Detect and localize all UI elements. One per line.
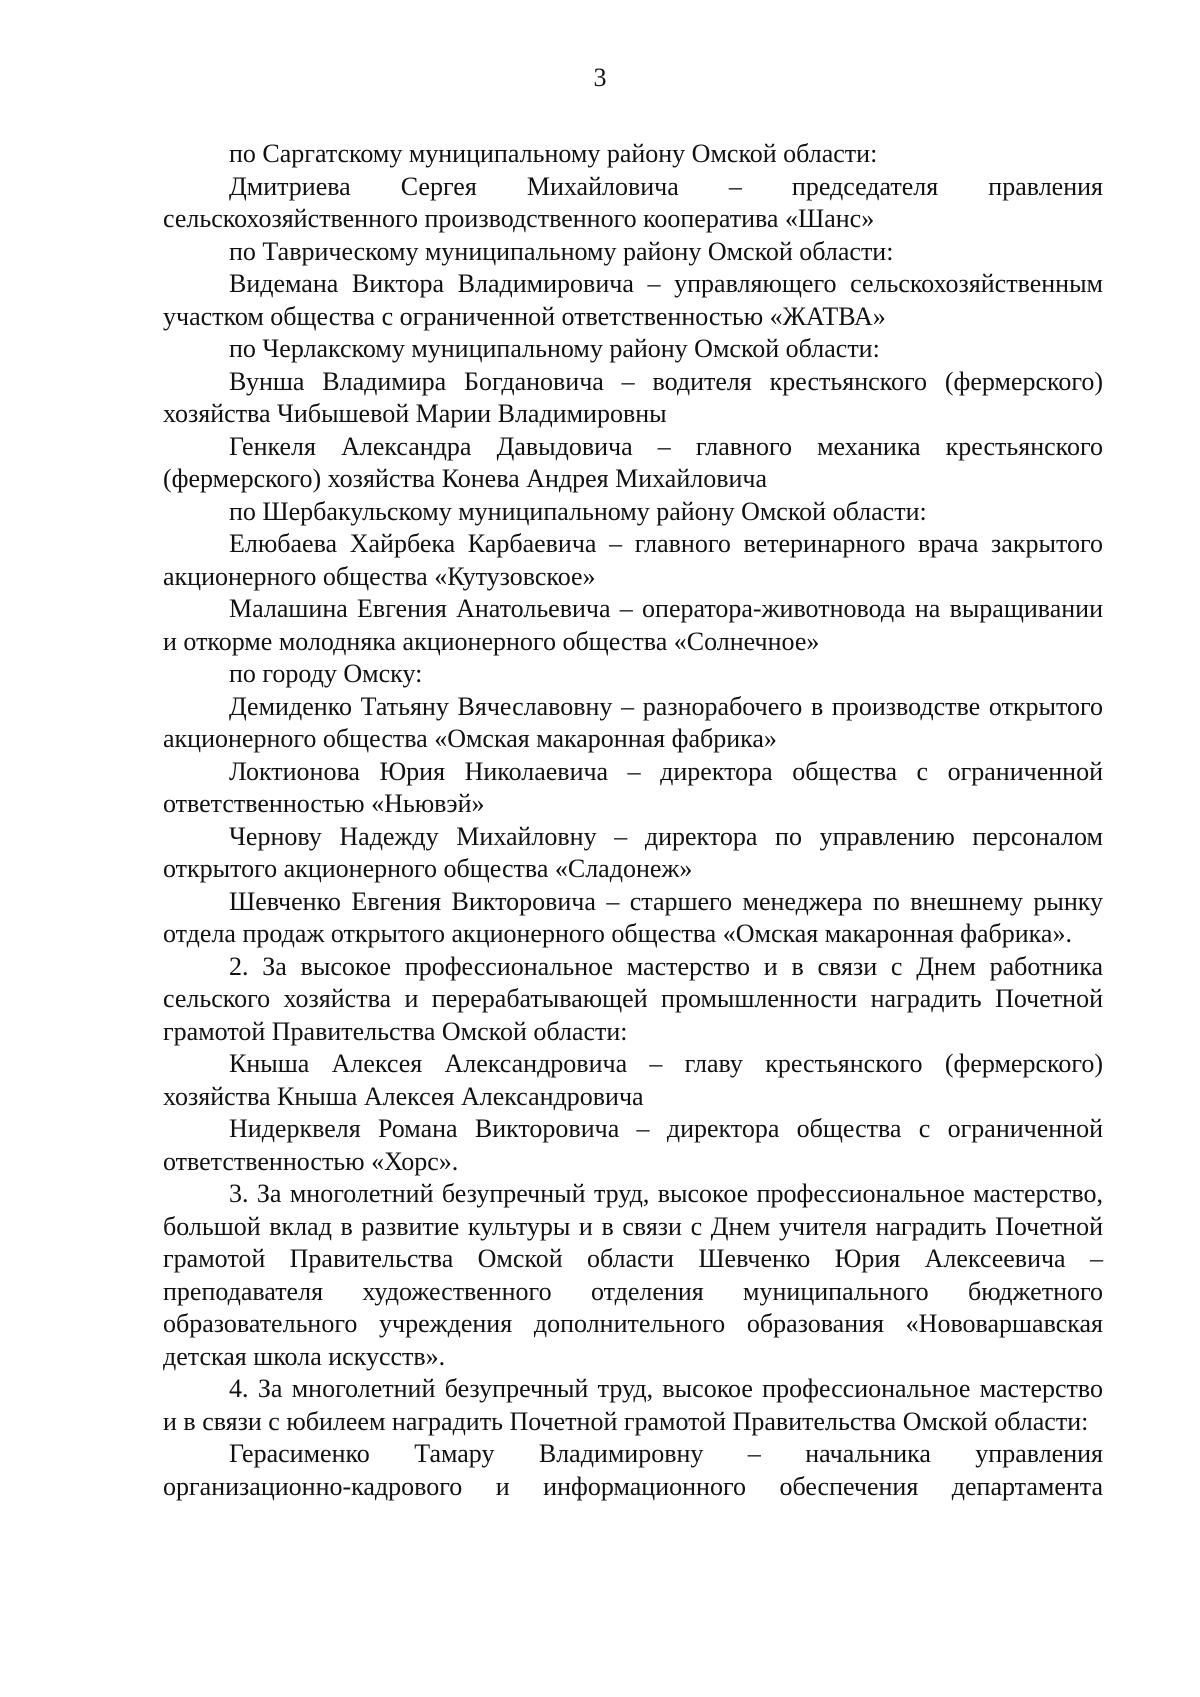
district-heading-tavrichesky: по Таврическому муниципальному району Омской области: bbox=[229, 236, 894, 266]
page-number: 3 bbox=[593, 63, 607, 92]
awardee-elyubaev: Елюбаева Хайрбека Карбаевича – главного ветеринарного врача закрытого акционерного общества «Кутузовское» bbox=[163, 529, 1103, 591]
document-body bbox=[163, 138, 1103, 1503]
clause-2: 2. За высокое профессиональное мастерство и в связи с Днем работника сельского хозяйства и перерабатывающей промышленности наградить Почетной грамотой Правительства Омской области: bbox=[163, 951, 1103, 1046]
awardee-chernova: Чернову Надежду Михайловну – директора по управлению персоналом открытого акционерного общества «Сладонеж» bbox=[163, 821, 1103, 883]
awardee-loktionov: Локтионова Юрия Николаевича – директора общества с ограниченной ответственностью «Ньювэй» bbox=[163, 756, 1103, 818]
awardee-demidenko: Демиденко Татьяну Вячеславовну – разнорабочего в производстве открытого акционерного общества «Омская макаронная фабрика» bbox=[163, 691, 1103, 753]
district-heading-cherlaksky: по Черлакскому муниципальному району Омской области: bbox=[229, 334, 880, 363]
awardee-malashin: Малашина Евгения Анатольевича – оператора-животновода на выращивании и откорме молодняка акционерного общества «Солнечное» bbox=[163, 594, 1103, 656]
clause-3: 3. За многолетний безупречный труд, высокое профессиональное мастерство, большой вклад в развитие культуры и в связи с Днем учителя наградить Почетной грамотой Правительства Омской области Шевченко Юрия Алексеевича – преподавателя художественного отделения муниципального бюджетного образовательного учреждения дополнительного образования «Нововаршавская детская школа искусств». bbox=[163, 1179, 1103, 1371]
awardee-vunsh: Вунша Владимира Богдановича – водителя крестьянского (фермерского) хозяйства Чибышевой Марии Владимировны bbox=[163, 366, 1103, 428]
awardee-niderkvel: Нидерквеля Романа Викторовича – директора общества с ограниченной ответственностью «Хорс». bbox=[163, 1114, 1103, 1176]
district-heading-sherbakulsky: по Шербакульскому муниципальному району Омской области: bbox=[229, 496, 927, 526]
district-heading-omsk: по городу Омску: bbox=[229, 659, 423, 688]
awardee-knysh: Кныша Алексея Александровича – главу крестьянского (фермерского) хозяйства Кныша Алексея Александровича bbox=[163, 1049, 1103, 1111]
awardee-shevchenko-e: Шевченко Евгения Викторовича – старшего менеджера по внешнему рынку отдела продаж открытого акционерного общества «Омская макаронная фабрика». bbox=[163, 886, 1103, 948]
clause-4: 4. За многолетний безупречный труд, высокое профессиональное мастерство и в связи с юбилеем наградить Почетной грамотой Правительства Омской области: bbox=[163, 1374, 1103, 1436]
awardee-dmitriev: Дмитриева Сергея Михайловича – председателя правления сельскохозяйственного производственного кооператива «Шанс» bbox=[163, 171, 1103, 233]
awardee-genkel: Генкеля Александра Давыдовича – главного механика крестьянского (фермерского) хозяйства Конева Андрея Михайловича bbox=[163, 431, 1103, 493]
awardee-gerasimenko: Герасименко Тамару Владимировну – начальника управления организационно-кадрового и информационного обеспечения департамента bbox=[163, 1439, 1103, 1501]
district-heading-sargatsky: по Саргатскому муниципальному району Омской области: bbox=[229, 139, 878, 168]
awardee-videman: Видемана Виктора Владимировича – управляющего сельскохозяйственным участком общества с ограниченной ответственностью «ЖАТВА» bbox=[163, 269, 1103, 331]
